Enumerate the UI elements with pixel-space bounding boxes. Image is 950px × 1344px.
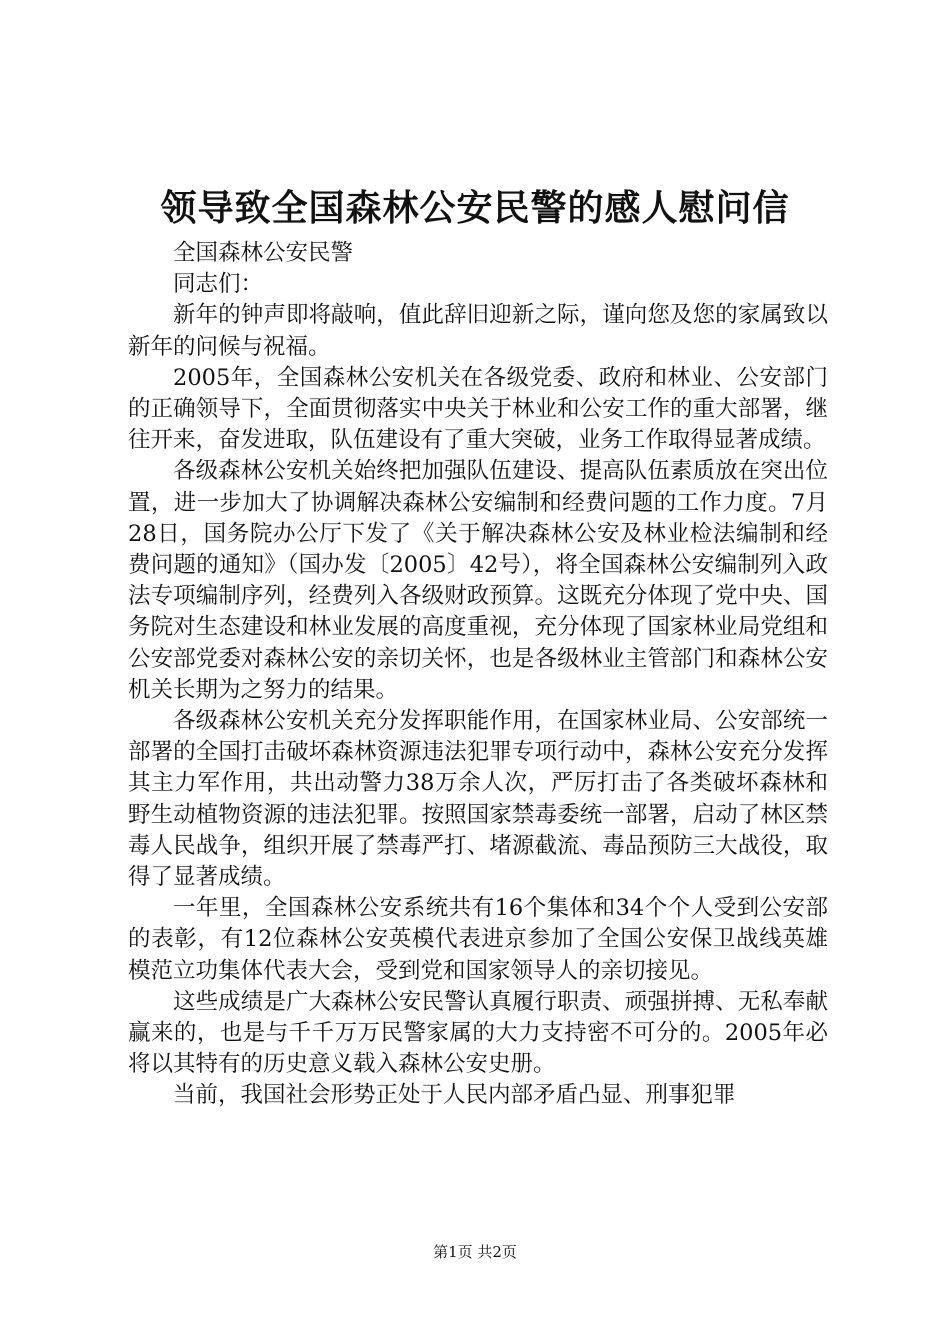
page-footer: 第1页 共2页 <box>433 1243 517 1261</box>
paragraph: 各级森林公安机关充分发挥职能作用，在国家林业局、公安部统一部署的全国打击破坏森林资源违法犯罪专项行动中，森林公安充分发挥其主力军作用，共出动警力38万余人次，严厉打击了各类破坏森林和野生动植物资源的违法犯罪。按照国家禁毒委统一部署，启动了林区禁毒人民战争，组织开展了禁毒严打、堵源截流、毒品预防三大战役，取得了显著成绩。 <box>128 708 828 891</box>
paragraph: 2005年，全国森林公安机关在各级党委、政府和林业、公安部门的正确领导下，全面贯彻落实中央关于林业和公安工作的重大部署，继往开来，奋发进取，队伍建设有了重大突破，业务工作取得显著成绩。 <box>128 364 828 454</box>
paragraph: 各级森林公安机关始终把加强队伍建设、提高队伍素质放在突出位置，进一步加大了协调解决森林公安编制和经费问题的工作力度。7月28日，国务院办公厅下发了《关于解决森林公安及林业检法编制和经费问题的通知》（国办发〔2005〕42号），将全国森林公安编制列入政法专项编制序列，经费列入各级财政预算。这既充分体现了党中央、国务院对生态建设和林业发展的高度重视，充分体现了国家林业局党组和公安部党委对森林公安的亲切关怀，也是各级林业主管部门和森林公安机关长期为之努力的结果。 <box>128 458 828 703</box>
salutation-greeting: 同志们： <box>173 271 264 298</box>
salutation-recipient: 全国森林公安民警 <box>173 240 354 266</box>
paragraph: 当前，我国社会形势正处于人民内部矛盾凸显、刑事犯罪 <box>173 1082 736 1109</box>
document-title: 领导致全国森林公安民警的感人慰问信 <box>160 188 790 229</box>
paragraph: 这些成绩是广大森林公安民警认真履行职责、顽强拼搏、无私奉献赢来的，也是与千千万万民警家属的大力支持密不可分的。2005年必将以其特有的历史意义载入森林公安史册。 <box>128 988 828 1078</box>
paragraph: 新年的钟声即将敲响，值此辞旧迎新之际，谨向您及您的家属致以新年的问候与祝福。 <box>128 302 828 360</box>
paragraph: 一年里，全国森林公安系统共有16个集体和34个个人受到公安部的表彰，有12位森林公安英模代表进京参加了全国公安保卫战线英雄模范立功集体代表大会，受到党和国家领导人的亲切接见。 <box>128 895 828 984</box>
letter-body <box>128 238 828 1112</box>
